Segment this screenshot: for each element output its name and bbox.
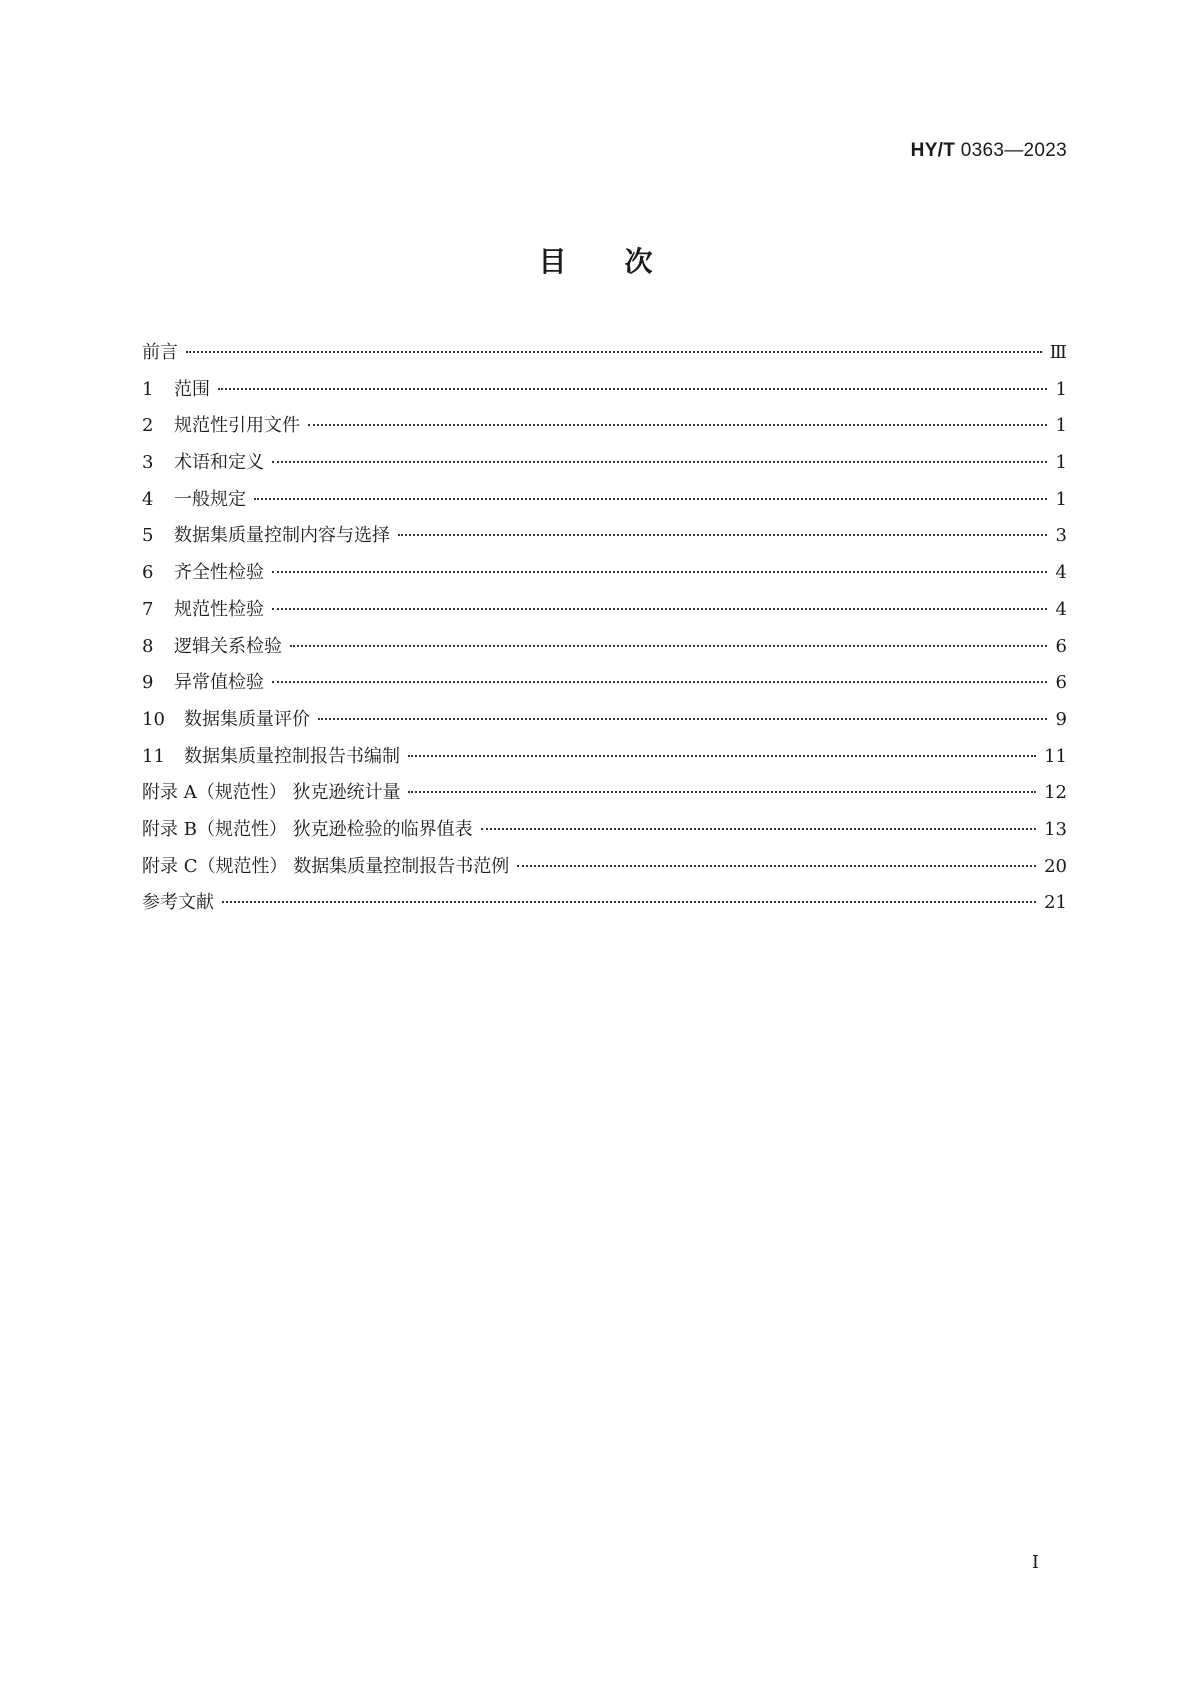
toc-entry-appendix-a[interactable] (142, 778, 1067, 815)
toc-entry-4[interactable] (142, 485, 1067, 522)
toc-entry-page: 12 (1044, 782, 1067, 804)
toc-entry-appendix-c[interactable] (142, 852, 1067, 889)
toc-entry-11[interactable] (142, 742, 1067, 779)
dot-leader (398, 534, 1047, 536)
toc-entry-page: 3 (1055, 525, 1067, 547)
toc-entry-page: 13 (1044, 818, 1067, 840)
toc-entry-title: 一般规定 (174, 488, 246, 510)
toc-entry-references[interactable] (142, 888, 1067, 925)
toc-entry-title: 术语和定义 (174, 452, 264, 474)
dot-leader (517, 865, 1036, 867)
dot-leader (186, 351, 1042, 353)
dot-leader (222, 901, 1036, 903)
dot-leader (218, 388, 1047, 390)
toc-title: 目次 (538, 245, 711, 278)
toc-entry-3[interactable] (142, 448, 1067, 485)
dot-leader (318, 718, 1047, 720)
dot-leader (481, 828, 1036, 830)
toc-entry-page: 4 (1055, 598, 1067, 620)
dot-leader (408, 791, 1036, 793)
toc-entry-6[interactable] (142, 558, 1067, 595)
page-number: I (1031, 1552, 1039, 1573)
toc-entry-page: 6 (1055, 672, 1067, 694)
toc-entry-title: 规范性检验 (174, 598, 264, 620)
toc-entry-9[interactable] (142, 668, 1067, 705)
standard-code-prefix: HY/T (910, 140, 956, 161)
toc-entry-number: 1 (142, 378, 154, 400)
toc-entry-title: 参考文献 (142, 892, 214, 914)
toc-entry-page: 1 (1055, 488, 1067, 510)
toc-entry-title: 数据集质量控制内容与选择 (174, 525, 390, 547)
toc-entry-page: 20 (1044, 855, 1067, 877)
toc-entry-10[interactable] (142, 705, 1067, 742)
toc-entry-title: 逻辑关系检验 (174, 635, 282, 657)
toc-entry-number: 5 (142, 525, 154, 547)
toc-entry-foreword[interactable] (142, 338, 1067, 375)
dot-leader (272, 571, 1047, 573)
dot-leader (290, 645, 1047, 647)
standard-code (911, 140, 1067, 162)
toc-entry-number: 8 (142, 635, 154, 657)
toc-entry-title: 数据集质量评价 (184, 708, 310, 730)
toc-entry-title: 附录 B（规范性） 狄克逊检验的临界值表 (142, 818, 473, 840)
toc-entry-page: Ⅲ (1049, 342, 1067, 363)
toc-entry-title: 附录 A（规范性） 狄克逊统计量 (142, 782, 401, 804)
toc-entry-title: 前言 (142, 342, 178, 363)
toc-entry-number: 4 (142, 488, 154, 510)
toc-entry-1[interactable] (142, 375, 1067, 412)
toc-entry-2[interactable] (142, 411, 1067, 448)
toc-entry-number: 11 (142, 745, 165, 767)
toc-entry-appendix-b[interactable] (142, 815, 1067, 852)
toc-entry-title: 异常值检验 (174, 672, 264, 694)
toc-entry-title: 规范性引用文件 (174, 415, 300, 437)
toc-entry-page: 9 (1055, 708, 1067, 730)
toc-entry-title: 附录 C（规范性） 数据集质量控制报告书范例 (142, 855, 510, 877)
toc-entry-page: 1 (1055, 378, 1067, 400)
dot-leader (308, 424, 1047, 426)
toc-entry-title: 数据集质量控制报告书编制 (184, 745, 400, 767)
toc-entry-number: 6 (142, 562, 154, 584)
toc-entry-number: 9 (142, 672, 154, 694)
toc-entry-8[interactable] (142, 632, 1067, 669)
toc-entry-page: 1 (1055, 452, 1067, 474)
toc-entry-page: 1 (1055, 415, 1067, 437)
dot-leader (272, 608, 1047, 610)
toc-entry-page: 6 (1055, 635, 1067, 657)
dot-leader (254, 498, 1047, 500)
toc-entry-page: 11 (1044, 745, 1067, 767)
dot-leader (272, 681, 1047, 683)
toc-entry-number: 2 (142, 415, 154, 437)
toc-entry-title: 范围 (174, 378, 210, 400)
toc-entry-number: 3 (142, 452, 154, 474)
toc-entry-number: 10 (142, 708, 165, 730)
toc-entry-page: 21 (1044, 892, 1067, 914)
standard-code-number: 0363—2023 (960, 140, 1067, 161)
dot-leader (408, 755, 1036, 757)
dot-leader (272, 461, 1047, 463)
toc-entry-5[interactable] (142, 521, 1067, 558)
toc-list (142, 338, 1067, 925)
toc-entry-7[interactable] (142, 595, 1067, 632)
toc-entry-number: 7 (142, 598, 154, 620)
toc-entry-title: 齐全性检验 (174, 562, 264, 584)
toc-entry-page: 4 (1055, 562, 1067, 584)
